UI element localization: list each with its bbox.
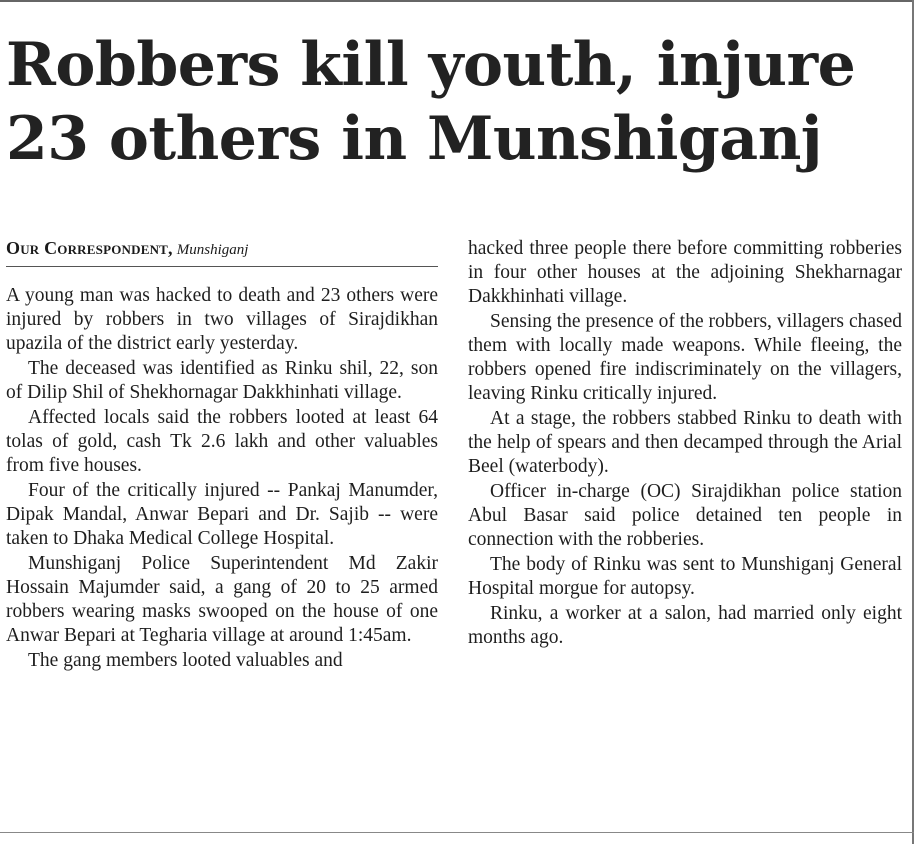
paragraph: A young man was hacked to death and 23 others were injured by robbers in two villages of Sirajdikhan upazila of the district early yesterday. xyxy=(6,285,438,354)
paragraph: Munshiganj Police Superintendent Md Zakir Hossain Majumder said, a gang of 20 to 25 armed robbers wearing masks swooped on the house of one Anwar Bepari at Tegharia village at around 1:45am. xyxy=(6,553,438,646)
top-border xyxy=(0,0,914,2)
headline xyxy=(6,28,906,176)
paragraph: Sensing the presence of the robbers, villagers chased them with locally made weapons. While fleeing, the robbers opened fire indiscriminately on the villagers, leaving Rinku critically injured. xyxy=(468,311,902,404)
byline-location: Munshiganj xyxy=(176,242,249,258)
bottom-border xyxy=(0,832,914,833)
paragraph: At a stage, the robbers stabbed Rinku to death with the help of spears and then decamped through the Arial Beel (waterbody). xyxy=(468,408,902,477)
paragraph: The body of Rinku was sent to Munshiganj General Hospital morgue for autopsy. xyxy=(468,554,902,599)
column-left xyxy=(6,284,438,674)
headline-line-1: Robbers kill youth, injure xyxy=(6,30,856,100)
paragraph: Officer in-charge (OC) Sirajdikhan police station Abul Basar said police detained ten people in connection with the robberies. xyxy=(468,481,902,550)
paragraph: Four of the critically injured -- Pankaj Manumder, Dipak Mandal, Anwar Bepari and Dr. Sajib -- were taken to Dhaka Medical College Hospital. xyxy=(6,480,438,549)
paragraph: Affected locals said the robbers looted at least 64 tolas of gold, cash Tk 2.6 lakh and other valuables from five houses. xyxy=(6,407,438,476)
paragraph: The gang members looted valuables and xyxy=(28,650,343,671)
byline xyxy=(6,238,438,260)
byline-divider xyxy=(6,266,438,267)
column-right xyxy=(468,237,902,651)
paragraph: Rinku, a worker at a salon, had married only eight months ago. xyxy=(468,603,902,648)
byline-author: Our Correspondent, xyxy=(6,238,173,258)
paragraph: hacked three people there before committing robberies in four other houses at the adjoining Shekharnagar Dakkhinhati village. xyxy=(468,238,902,307)
paragraph: The deceased was identified as Rinku shil, 22, son of Dilip Shil of Shekhornagar Dakkhinhati village. xyxy=(6,358,438,403)
headline-line-2: 23 others in Munshiganj xyxy=(6,104,823,174)
